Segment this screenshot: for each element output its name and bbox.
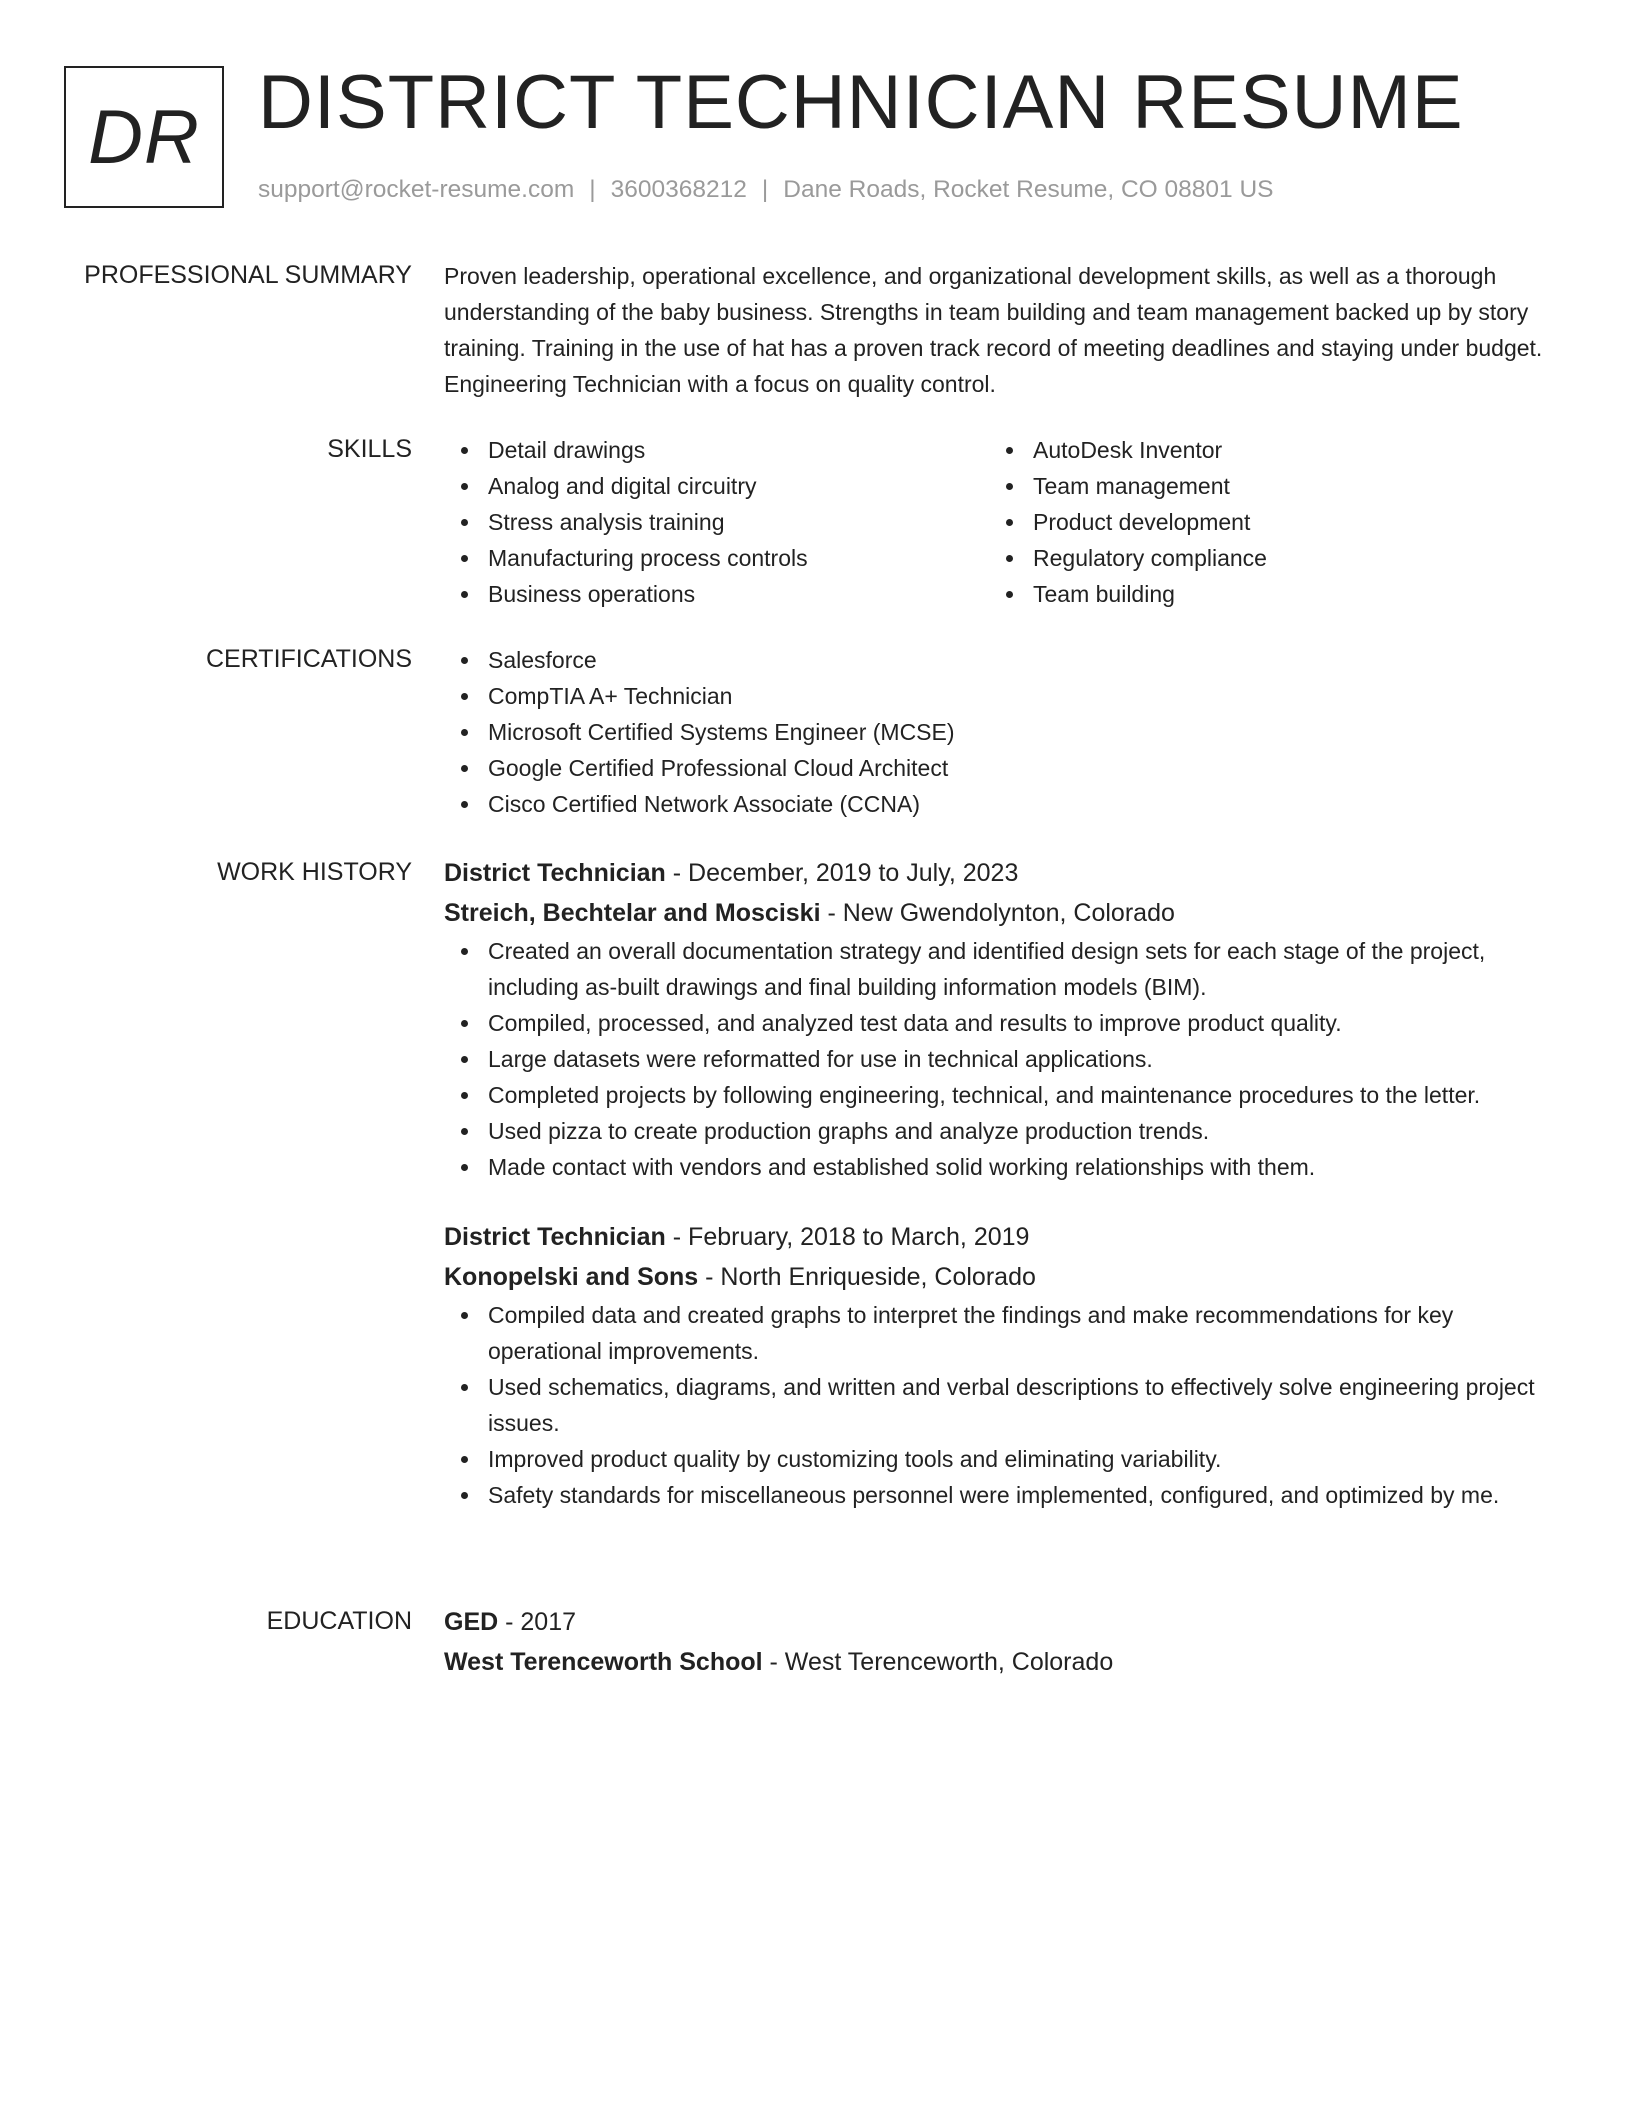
job-company: Konopelski and Sons <box>444 1263 699 1291</box>
job-entry <box>444 853 1564 1185</box>
education-body <box>444 1602 1564 1682</box>
skills-body <box>444 432 1564 612</box>
job-title: District Technician <box>444 859 666 887</box>
skill-item: Detail drawings <box>444 432 989 468</box>
summary-body <box>444 258 1564 402</box>
job-title: District Technician <box>444 1223 666 1251</box>
job-bullet: Completed projects by following engineering, technical, and maintenance procedures to the letter. <box>444 1077 1564 1113</box>
certification-item: Microsoft Certified Systems Engineer (MCSE) <box>444 714 1564 750</box>
education-school-line <box>444 1642 1564 1682</box>
certifications-heading: CERTIFICATIONS <box>205 645 412 673</box>
contact-separator: | <box>761 176 769 203</box>
job-company: Streich, Bechtelar and Mosciski <box>444 899 821 927</box>
skills-heading: SKILLS <box>327 435 412 463</box>
job-dates: - February, 2018 to March, 2019 <box>665 1223 1030 1251</box>
education-degree: GED <box>444 1608 499 1636</box>
contact-email: support@rocket-resume.com <box>258 176 575 203</box>
job-bullet: Made contact with vendors and established solid working relationships with them. <box>444 1149 1564 1185</box>
summary-heading: PROFESSIONAL SUMMARY <box>84 261 412 289</box>
job-bullet: Compiled data and created graphs to interpret the findings and make recommendations for key operational improvements. <box>444 1297 1564 1369</box>
certification-item: CompTIA A+ Technician <box>444 678 1564 714</box>
job-bullet: Safety standards for miscellaneous personnel were implemented, configured, and optimized by me. <box>444 1477 1564 1513</box>
skill-item: Business operations <box>444 576 989 612</box>
job-title-line <box>444 1217 1564 1257</box>
skills-list-left <box>444 432 989 612</box>
job-bullet-list <box>444 933 1564 1185</box>
skill-item: AutoDesk Inventor <box>989 432 1534 468</box>
job-title-line <box>444 853 1564 893</box>
job-location: - North Enriqueside, Colorado <box>698 1263 1036 1291</box>
job-dates: - December, 2019 to July, 2023 <box>665 859 1019 887</box>
monogram-initials: DR <box>88 94 200 180</box>
certifications-body <box>444 642 1564 822</box>
job-company-line <box>444 1257 1564 1297</box>
skill-item: Analog and digital circuitry <box>444 468 989 504</box>
education-degree-line <box>444 1602 1564 1642</box>
contact-phone: 3600368212 <box>610 176 747 203</box>
job-entry <box>444 1217 1564 1513</box>
contact-separator: | <box>589 176 596 203</box>
job-location: - New Gwendolynton, Colorado <box>820 899 1175 927</box>
skill-item: Manufacturing process controls <box>444 540 989 576</box>
summary-text: Proven leadership, operational excellence, and organizational development skills, as well as a thorough understanding of the baby business. Strengths in team building and team management backed up by story training. Training in the use of hat has a proven track record of meeting deadlines and staying under budget. Engineering Technician with a focus on quality control. <box>444 263 1543 397</box>
skills-list-right <box>989 432 1534 612</box>
certifications-list <box>444 642 1564 822</box>
certification-item: Salesforce <box>444 642 1564 678</box>
job-bullet: Large datasets were reformatted for use in technical applications. <box>444 1041 1564 1077</box>
job-company-line <box>444 893 1564 933</box>
job-bullet: Compiled, processed, and analyzed test data and results to improve product quality. <box>444 1005 1564 1041</box>
certification-item: Google Certified Professional Cloud Architect <box>444 750 1564 786</box>
education-school: West Terenceworth School <box>444 1648 763 1676</box>
contact-address: Dane Roads, Rocket Resume, CO 08801 US <box>783 176 1274 203</box>
job-bullet: Used pizza to create production graphs and analyze production trends. <box>444 1113 1564 1149</box>
skill-item: Team building <box>989 576 1534 612</box>
education-year: - 2017 <box>498 1608 577 1636</box>
resume-title: DISTRICT TECHNICIAN RESUME <box>258 60 1464 145</box>
education-location: - West Terenceworth, Colorado <box>762 1648 1114 1676</box>
work-history-heading: WORK HISTORY <box>217 858 412 886</box>
education-heading: EDUCATION <box>266 1607 412 1635</box>
job-bullet: Improved product quality by customizing tools and eliminating variability. <box>444 1441 1564 1477</box>
job-bullet-list <box>444 1297 1564 1513</box>
skill-item: Stress analysis training <box>444 504 989 540</box>
certification-item: Cisco Certified Network Associate (CCNA) <box>444 786 1564 822</box>
skill-item: Regulatory compliance <box>989 540 1534 576</box>
job-bullet: Used schematics, diagrams, and written and verbal descriptions to effectively solve engineering project issues. <box>444 1369 1564 1441</box>
job-bullet: Created an overall documentation strategy and identified design sets for each stage of the project, including as-built drawings and final building information models (BIM). <box>444 933 1564 1005</box>
skill-item: Product development <box>989 504 1534 540</box>
skill-item: Team management <box>989 468 1534 504</box>
contact-line <box>258 174 1274 206</box>
monogram-box <box>64 66 224 208</box>
work-history-body <box>444 853 1564 1513</box>
